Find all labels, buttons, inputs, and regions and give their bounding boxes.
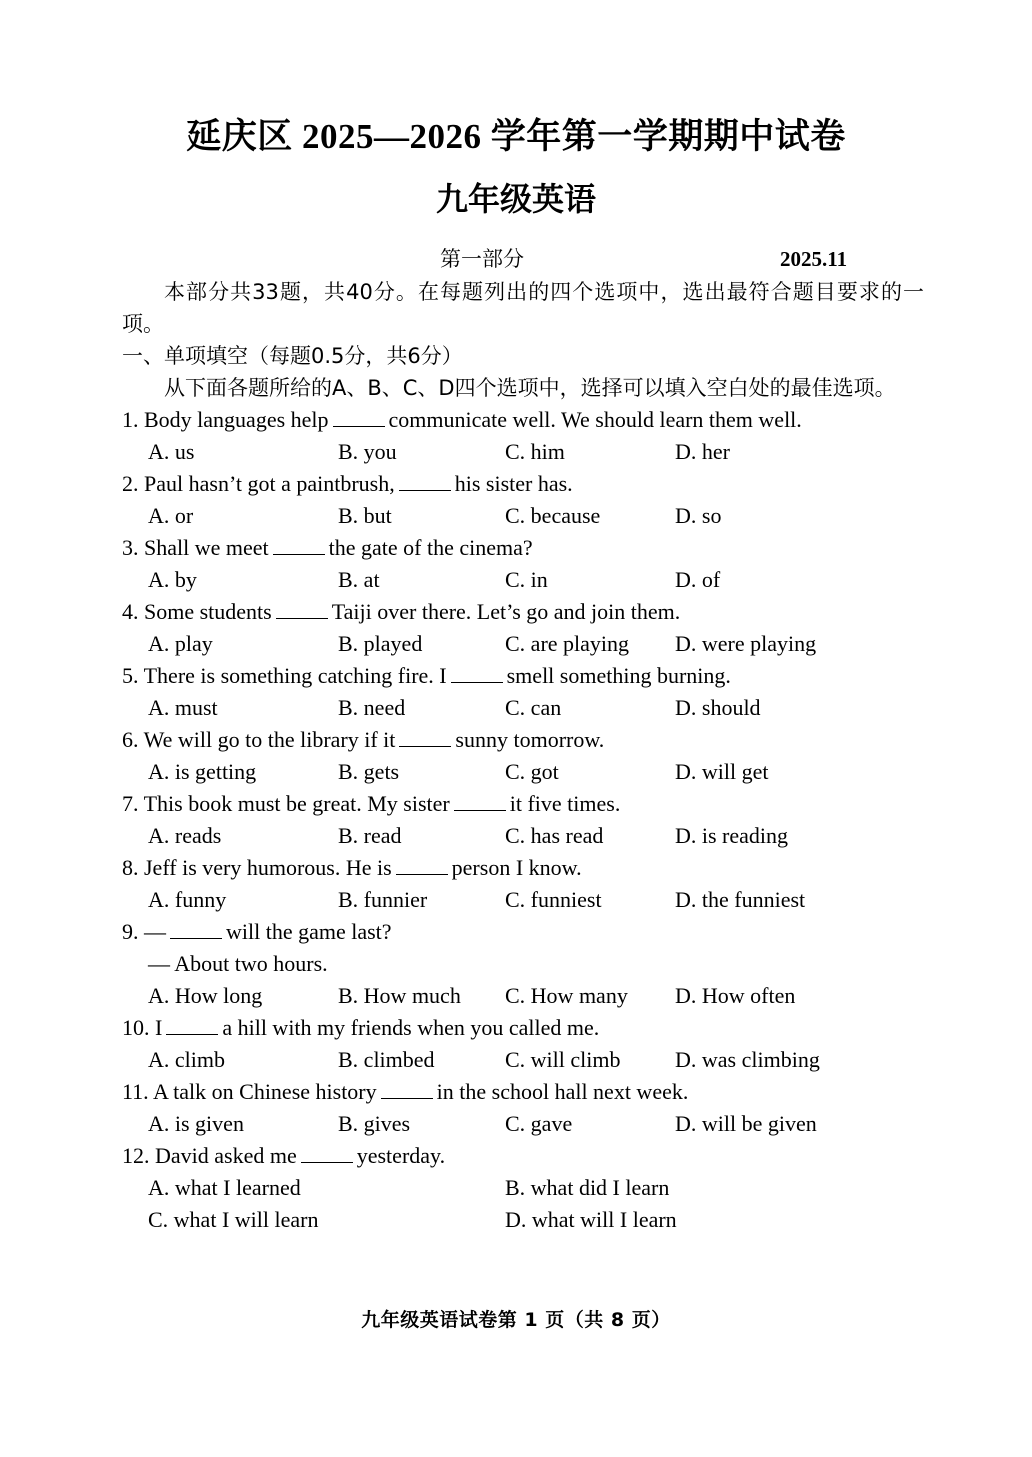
option-choice[interactable]: D. How often [675, 983, 796, 1009]
question-stem-before: — [144, 919, 166, 945]
option-choice[interactable]: C. what I will learn [148, 1207, 319, 1233]
option-choice[interactable]: A. funny [148, 887, 227, 913]
option-row [122, 756, 972, 788]
option-choice[interactable]: B. funnier [338, 887, 428, 913]
question-stem-before: David asked me [155, 1143, 297, 1169]
option-choice[interactable]: B. what did I learn [505, 1175, 670, 1201]
question-item [122, 1140, 972, 1236]
option-row [122, 628, 972, 660]
option-choice[interactable]: B. at [338, 567, 380, 593]
question-number: 3. [122, 535, 139, 561]
question-stem-after: communicate well. We should learn them well. [388, 407, 802, 433]
page-subtitle: 九年级英语 [435, 181, 596, 217]
option-choice[interactable]: B. gets [338, 759, 400, 785]
option-row [122, 692, 972, 724]
answer-blank[interactable] [451, 666, 503, 683]
question-item [122, 1012, 972, 1076]
option-row [122, 980, 972, 1012]
question-number: 12. [122, 1143, 150, 1169]
option-choice[interactable]: C. can [505, 695, 562, 721]
option-row [122, 500, 972, 532]
option-choice[interactable]: B. read [338, 823, 402, 849]
option-choice[interactable]: A. is given [148, 1111, 244, 1137]
question-stem [122, 1076, 972, 1108]
option-choice[interactable]: D. of [675, 567, 721, 593]
question-stem-before: We will go to the library if it [143, 727, 396, 753]
question-number: 9. [122, 919, 139, 945]
question-stem [122, 596, 972, 628]
option-choice[interactable]: D. the funniest [675, 887, 806, 913]
question-stem-after: sunny tomorrow. [455, 727, 605, 753]
question-stem-before: A talk on Chinese history [152, 1079, 377, 1105]
option-choice[interactable]: B. climbed [338, 1047, 435, 1073]
question-stem-after: it five times. [509, 791, 621, 817]
part-instruction: 本部分共33题，共40分。在每题列出的四个选项中，选出最符合题目要求的一项。 [122, 280, 924, 337]
answer-blank[interactable] [273, 538, 325, 555]
option-row [122, 820, 972, 852]
question-stem [122, 916, 972, 948]
question-number: 10. [122, 1015, 150, 1041]
option-choice[interactable]: D. should [675, 695, 761, 721]
question-stem [122, 468, 972, 500]
answer-blank[interactable] [333, 410, 385, 427]
option-choice[interactable]: D. were playing [675, 631, 817, 657]
section-instruction: 从下面各题所给的A、B、C、D四个选项中，选择可以填入空白处的最佳选项。 [164, 376, 896, 401]
question-stem-after: his sister has. [454, 471, 573, 497]
option-choice[interactable]: A. reads [148, 823, 222, 849]
option-choice[interactable]: B. gives [338, 1111, 411, 1137]
question-number: 6. [122, 727, 139, 753]
page-footer: 九年级英语试卷第 1 页（共 8 页） [361, 1309, 671, 1331]
question-stem-before: Body languages help [144, 407, 329, 433]
question-stem [122, 660, 972, 692]
part-header [0, 244, 1032, 276]
option-choice[interactable]: C. gave [505, 1111, 573, 1137]
answer-blank[interactable] [301, 1146, 353, 1163]
option-row [122, 1204, 972, 1236]
question-item [122, 404, 972, 468]
option-choice[interactable]: C. are playing [505, 631, 630, 657]
question-stem-after: Taiji over there. Let’s go and join them. [331, 599, 681, 625]
option-choice[interactable]: D. will get [675, 759, 769, 785]
option-choice[interactable]: C. will climb [505, 1047, 621, 1073]
option-choice[interactable]: D. was climbing [675, 1047, 820, 1073]
answer-blank[interactable] [166, 1018, 218, 1035]
question-stem [122, 788, 972, 820]
question-item [122, 852, 972, 916]
question-stem [122, 1012, 972, 1044]
part-label: 第一部分 [440, 247, 524, 272]
question-item [122, 596, 972, 660]
answer-blank[interactable] [396, 858, 448, 875]
question-item [122, 916, 972, 1012]
option-row [122, 564, 972, 596]
question-number: 11. [122, 1079, 149, 1105]
question-number: 2. [122, 471, 139, 497]
question-stem-after: a hill with my friends when you called me. [222, 1015, 600, 1041]
question-stem-before: Some students [144, 599, 272, 625]
question-stem-after: yesterday. [356, 1143, 446, 1169]
option-choice[interactable]: A. play [148, 631, 213, 657]
question-number: 8. [122, 855, 139, 881]
option-choice[interactable]: C. in [505, 567, 548, 593]
option-choice[interactable]: D. is reading [675, 823, 789, 849]
answer-blank[interactable] [454, 794, 506, 811]
answer-blank[interactable] [276, 602, 328, 619]
option-choice[interactable]: B. you [338, 439, 397, 465]
question-list [0, 404, 1032, 1236]
question-stem-before: This book must be great. My sister [143, 791, 450, 817]
option-choice[interactable]: C. funniest [505, 887, 602, 913]
option-choice[interactable]: A. How long [148, 983, 263, 1009]
option-row [122, 436, 972, 468]
option-choice[interactable]: C. because [505, 503, 601, 529]
question-stem-before: Paul hasn’t got a paintbrush, [144, 471, 395, 497]
option-row [122, 1108, 972, 1140]
answer-blank[interactable] [399, 730, 451, 747]
question-stem-before: Shall we meet [144, 535, 269, 561]
answer-blank[interactable] [381, 1082, 433, 1099]
option-choice[interactable]: B. need [338, 695, 406, 721]
question-stem-before: I [155, 1015, 163, 1041]
option-choice[interactable]: C. got [505, 759, 559, 785]
option-choice[interactable]: A. or [148, 503, 194, 529]
question-stem [122, 404, 972, 436]
section-heading: 一、单项填空（每题0.5分，共6分） [122, 344, 463, 369]
option-choice[interactable]: C. How many [505, 983, 628, 1009]
question-item [122, 660, 972, 724]
question-stem-after: in the school hall next week. [436, 1079, 689, 1105]
question-stem-after: will the game last? [226, 919, 392, 945]
question-item [122, 788, 972, 852]
option-choice[interactable]: A. is getting [148, 759, 257, 785]
option-choice[interactable]: B. but [338, 503, 392, 529]
question-stem [122, 852, 972, 884]
question-item [122, 724, 972, 788]
option-choice[interactable]: A. what I learned [148, 1175, 301, 1201]
question-stem-after: smell something burning. [506, 663, 731, 689]
page-title: 延庆区 2025—2026 学年第一学期期中试卷 [186, 117, 846, 156]
option-choice[interactable]: C. him [505, 439, 565, 465]
question-stem-before: There is something catching fire. I [143, 663, 447, 689]
question-stem [122, 724, 972, 756]
option-row [122, 1044, 972, 1076]
option-choice[interactable]: A. must [148, 695, 218, 721]
question-stem-before: Jeff is very humorous. He is [144, 855, 392, 881]
question-item [122, 1076, 972, 1140]
question-number: 5. [122, 663, 139, 689]
exam-date: 2025.11 [780, 247, 848, 272]
option-choice[interactable]: D. what will I learn [505, 1207, 677, 1233]
option-choice[interactable]: A. by [148, 567, 197, 593]
question-number: 4. [122, 599, 139, 625]
answer-blank[interactable] [170, 922, 222, 939]
option-choice[interactable]: C. has read [505, 823, 604, 849]
option-choice[interactable]: A. us [148, 439, 195, 465]
question-stem-after: person I know. [451, 855, 582, 881]
question-item [122, 468, 972, 532]
question-stem-after: the gate of the cinema? [328, 535, 533, 561]
option-row [122, 1172, 972, 1204]
option-choice[interactable]: D. so [675, 503, 722, 529]
question-item [122, 532, 972, 596]
option-choice[interactable]: D. will be given [675, 1111, 817, 1137]
question-stem [122, 532, 972, 564]
option-choice[interactable]: A. climb [148, 1047, 225, 1073]
question-number: 7. [122, 791, 139, 817]
question-stem [122, 1140, 972, 1172]
option-choice[interactable]: D. her [675, 439, 730, 465]
question-number: 1. [122, 407, 139, 433]
question-reply-line: — About two hours. [148, 951, 328, 977]
answer-blank[interactable] [399, 474, 451, 491]
option-choice[interactable]: B. How much [338, 983, 461, 1009]
option-row [122, 884, 972, 916]
option-choice[interactable]: B. played [338, 631, 423, 657]
